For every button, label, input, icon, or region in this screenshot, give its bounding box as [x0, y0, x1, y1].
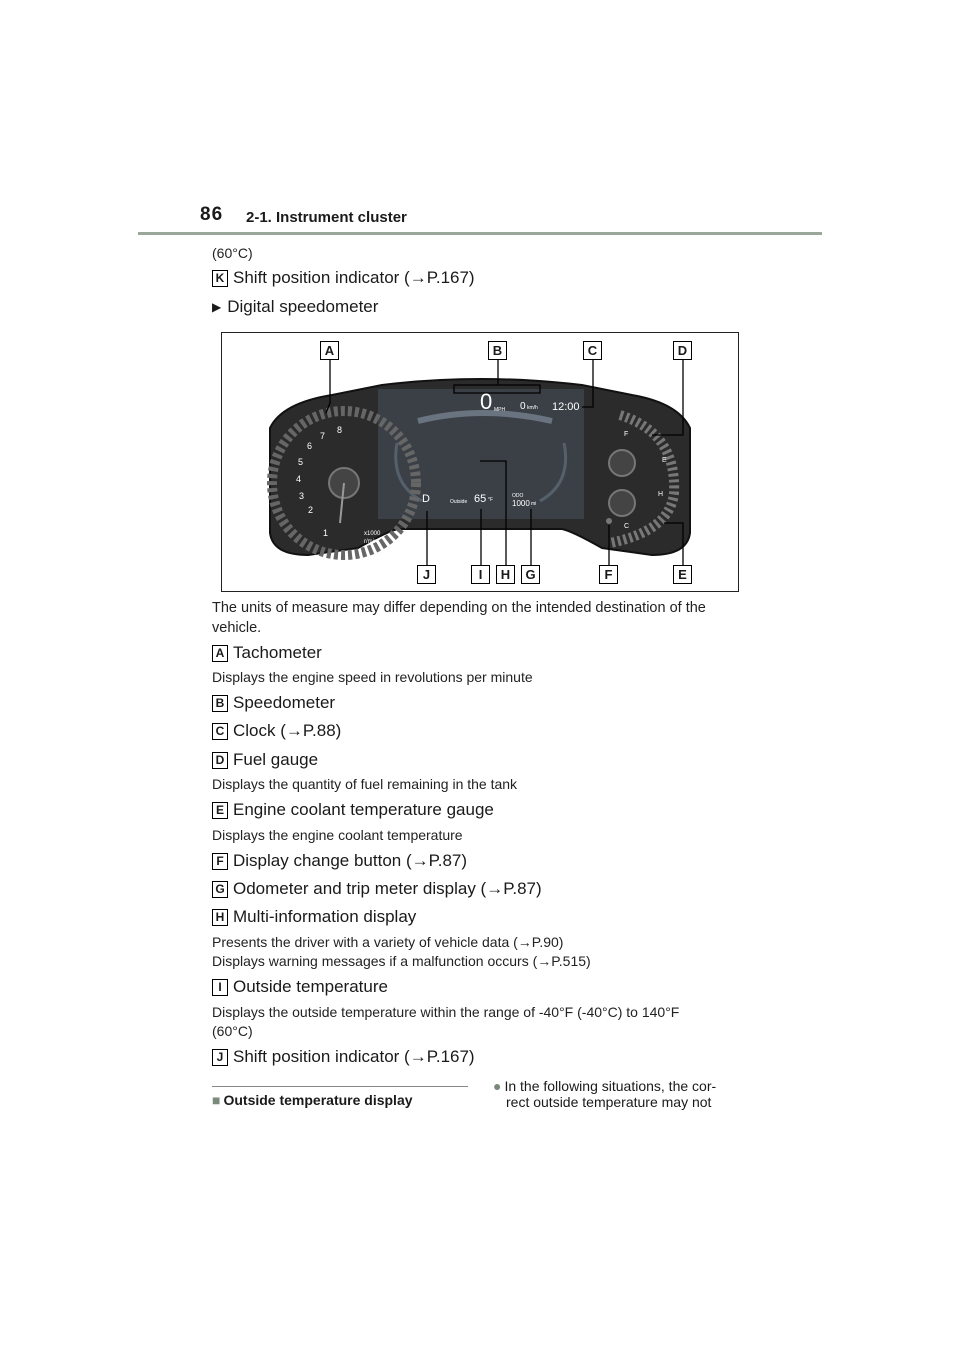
footer-note [493, 1078, 763, 1110]
item-letter: J [212, 1049, 228, 1066]
item-k [212, 268, 475, 288]
item-label: Speedometer [233, 693, 336, 712]
fuel-gauge-hub [609, 450, 635, 476]
speed-kmh-unit: km/h [527, 405, 538, 411]
tach-unit: x1000 [364, 531, 381, 537]
item-description: Displays the outside temperature within the range of -40°F (-40°C) to 140°F [212, 1004, 680, 1020]
instrument-cluster-figure [221, 332, 739, 592]
odo-value: 1000 [512, 499, 530, 508]
outside-temp-value: 65 [474, 493, 487, 505]
item-description: Displays the engine coolant temperature [212, 827, 463, 843]
item-label: Tachometer [233, 643, 322, 662]
item-description: Presents the driver with a variety of vehicle data (→P.90) [212, 934, 564, 950]
item-description: (60°C) [212, 1023, 253, 1039]
item-letter: E [212, 802, 228, 819]
callout-a: A [320, 341, 339, 360]
temperature-gauge-hub [609, 490, 635, 516]
callout-e: E [673, 565, 692, 584]
tach-number: 6 [307, 441, 313, 451]
tach-unit: r/min [364, 539, 378, 545]
item-label: Display change button (→P.87) [233, 851, 468, 870]
item-label: Shift position indicator (→P.167) [233, 1047, 475, 1066]
item-description: Displays warning messages if a malfunction occurs (→P.515) [212, 953, 591, 969]
speed-kmh-value: 0 [520, 401, 526, 412]
outside-label: Outside [450, 499, 468, 505]
tach-number: 7 [320, 431, 326, 441]
display-change-button[interactable] [606, 518, 612, 524]
page-number: 86 [200, 204, 224, 225]
circle-bullet-icon: ● [493, 1078, 502, 1094]
fuel-full-mark: F [624, 431, 629, 438]
speed-value: 0 [480, 389, 493, 414]
units-note: The units of measure may differ depending on the intended destination of the vehicle. [212, 600, 706, 636]
item-f [212, 851, 467, 871]
item-h [212, 907, 416, 927]
subheading: Digital speedometer [227, 297, 379, 316]
outside-temp-unit: °F [488, 497, 494, 503]
item-label: Outside temperature [233, 977, 388, 996]
callout-f: F [599, 565, 618, 584]
gear-indicator: D [422, 493, 430, 505]
item-label: Engine coolant temperature gauge [233, 800, 494, 819]
triangle-bullet-icon: ▶ [212, 300, 222, 314]
temp-hot-mark: H [658, 491, 664, 498]
header-rule [138, 232, 822, 235]
callout-c: C [583, 341, 602, 360]
section-title: 2-1. Instrument cluster [246, 209, 407, 226]
item-letter: H [212, 909, 228, 926]
item-label: Clock (→P.88) [233, 721, 342, 740]
footer-heading [212, 1092, 413, 1108]
item-e [212, 800, 494, 820]
tach-number: 2 [308, 505, 314, 515]
item-letter: B [212, 695, 228, 712]
tach-number: 4 [296, 474, 302, 484]
digital-speedometer-heading [212, 297, 378, 317]
fuel-empty-mark: E [662, 457, 667, 464]
tach-number: 3 [299, 491, 305, 501]
carry-over-text: (60°C) [212, 245, 253, 261]
temp-cold-mark: C [624, 523, 630, 530]
item-a [212, 643, 322, 663]
tach-number: 8 [337, 425, 343, 435]
callout-h: H [496, 565, 515, 584]
item-letter: A [212, 645, 228, 662]
square-bullet-icon: ■ [212, 1092, 221, 1108]
item-d [212, 750, 318, 770]
item-label: Multi-information display [233, 907, 417, 926]
item-letter: K [212, 270, 228, 287]
item-letter: D [212, 752, 228, 769]
item-letter: C [212, 723, 228, 740]
tach-number: 5 [298, 457, 304, 467]
speed-unit: MPH [494, 407, 506, 413]
odo-unit: mi [531, 501, 537, 507]
item-label: Shift position indicator (→P.167) [233, 268, 475, 287]
item-j [212, 1047, 475, 1067]
callout-d: D [673, 341, 692, 360]
callout-j: J [417, 565, 436, 584]
footer-rule [212, 1086, 468, 1087]
item-i [212, 977, 388, 997]
footer-heading-text: Outside temperature display [223, 1092, 413, 1108]
tach-number: 1 [323, 528, 329, 538]
footer-note-line: In the following situations, the cor- [504, 1078, 717, 1094]
item-letter: I [212, 979, 228, 996]
item-g [212, 879, 542, 899]
item-label: Odometer and trip meter display (→P.87) [233, 879, 542, 898]
callout-i: I [471, 565, 490, 584]
item-description: Displays the engine speed in revolutions per minute [212, 669, 533, 685]
footer-note-line: rect outside temperature may not [506, 1094, 712, 1110]
item-letter: G [212, 881, 228, 898]
callout-b: B [488, 341, 507, 360]
item-description: Displays the quantity of fuel remaining in the tank [212, 776, 518, 792]
callout-g: G [521, 565, 540, 584]
clock-display: 12:00 [552, 401, 580, 413]
item-label: Fuel gauge [233, 750, 319, 769]
item-c [212, 721, 341, 741]
item-letter: F [212, 853, 228, 870]
item-b [212, 693, 335, 713]
odo-label: ODO [512, 493, 524, 499]
